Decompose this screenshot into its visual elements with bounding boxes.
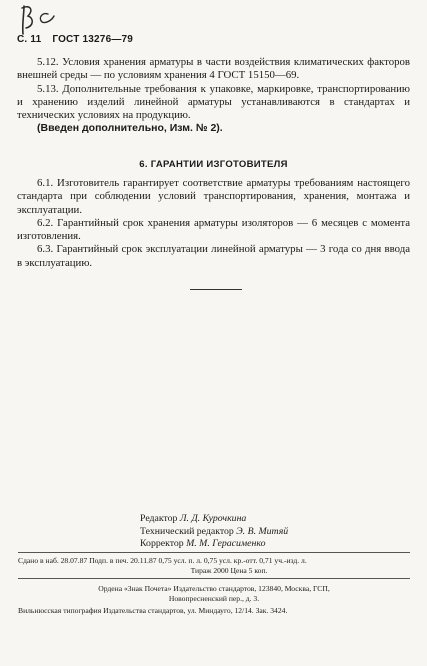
section-text-block: [17, 177, 410, 270]
section-end-rule: [190, 289, 242, 290]
editor-line: Редактор Л. Д. Курочкина: [140, 513, 247, 524]
amendment-note: (Введен дополнительно, Изм. № 2).: [37, 122, 223, 135]
paragraph-5-13: 5.13. Дополнительные требования к упаковке, маркировке, транспортированию и хранению изделий линейной арматуры устанавливаются в стандартах и технических условиях на продукцию.: [17, 82, 410, 122]
section-title: 6. ГАРАНТИИ ИЗГОТОВИТЕЛЯ: [139, 159, 288, 170]
print-info-run: Тираж 2000 Цена 5 коп.: [190, 565, 268, 575]
credits-block: [140, 513, 288, 551]
printer-line: Вильнюсская типография Издательства стандартов, ул. Миндауго, 12/14. Зак. 3424.: [18, 606, 288, 615]
print-info: [18, 556, 410, 575]
paragraph-6-2: 6.2. Гарантийный срок хранения арматуры изоляторов — 6 месяцев с момента изготовления.: [17, 216, 410, 243]
top-text-block: [17, 56, 410, 136]
handwritten-mark: [18, 2, 62, 38]
divider-bottom: [18, 578, 410, 579]
paragraph-5-12: 5.12. Условия хранения арматуры в части воздействия климатических факторов внешней среды — по условиям хранения 4 ГОСТ 15150—69.: [17, 56, 410, 82]
print-info-dates: Сдано в наб. 28.07.87 Подп. в печ. 20.11.87 0,75 усл. п. л. 0,75 усл. кр.-отт. 0,71 уч.-изд. л.: [18, 556, 307, 565]
paragraph-6-3: 6.3. Гарантийный срок эксплуатации линейной арматуры — 3 года со дня ввода в эксплуатацию.: [17, 243, 410, 269]
page-number: С. 11: [17, 34, 42, 45]
publisher-line: Ордена «Знак Почета» Издательство стандартов, 123840, Москва, ГСП,: [98, 584, 330, 593]
corrector-line: Корректор М. М. Герасименко: [140, 538, 266, 549]
standard-number: ГОСТ 13276—79: [52, 34, 134, 45]
divider-top: [18, 552, 410, 553]
page-header: [17, 34, 133, 45]
publisher-address: Новопресненский пер., д. 3.: [168, 594, 260, 603]
publisher-footer: [18, 584, 410, 616]
tech-editor-line: Технический редактор Э. В. Митяй: [140, 525, 289, 537]
paragraph-6-1: 6.1. Изготовитель гарантирует соответствие арматуры требованиям настоящего стандарта при соблюдении условий транспортирования, хранения, монтажа и эксплуатации.: [17, 177, 410, 216]
